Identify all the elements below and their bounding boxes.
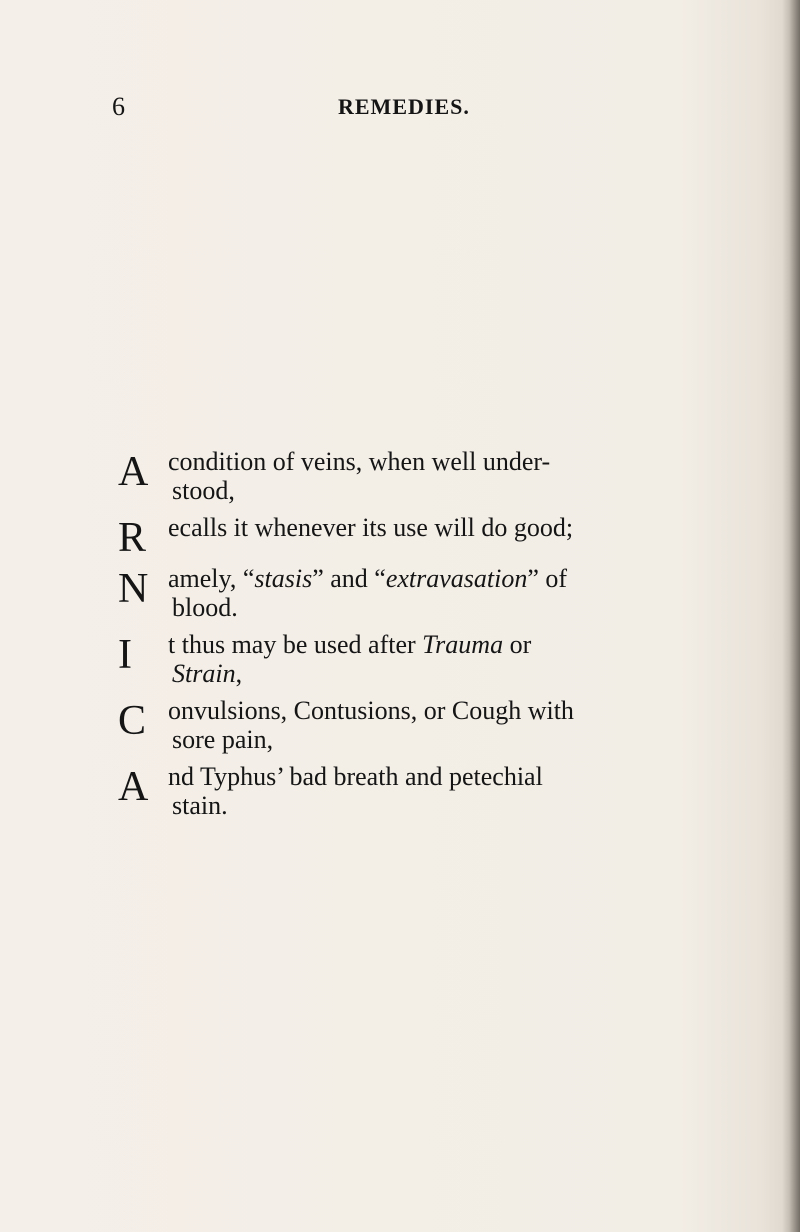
verse-emphasis: extravasation [385,564,528,593]
verse-line-3 [118,564,678,622]
verse-text: nd Typhus’ bad breath and petechial [168,762,543,791]
verse-emphasis: Trauma [422,630,504,659]
verse-text-part: ” of [527,564,568,593]
verse-text [168,630,678,659]
verse-line-2 [118,513,678,561]
verse-text [168,564,678,593]
verse-text-part: amely, “ [168,564,255,593]
verse-text-part: t thus may be used after [168,630,423,659]
drop-initial: C [118,698,147,744]
verse-continuation: sore pain, [172,725,274,754]
drop-initial: R [118,515,147,561]
verse-emphasis: stasis [254,564,313,593]
verse-line-4 [118,630,678,688]
verse-text: onvulsions, Contusions, or Cough with [168,696,574,725]
verse-continuation: stain. [172,791,228,820]
poem-body [118,447,678,828]
page-header [112,92,632,126]
verse-line-1 [118,447,678,505]
verse-text: condition of veins, when well under- [168,447,551,476]
drop-initial: I [118,632,132,678]
verse-continuation [172,659,678,688]
verse-continuation: blood. [172,593,238,622]
verse-continuation: stood, [172,476,235,505]
verse-text-part: ” and “ [312,564,386,593]
verse-text-part: , [235,659,243,688]
verse-line-6 [118,762,678,820]
drop-initial: A [118,449,149,495]
running-head: REMEDIES. [338,94,470,119]
verse-emphasis: Strain [172,659,236,688]
page-edge-shadow [782,0,800,1232]
verse-text: ecalls it whenever its use will do good; [168,513,574,542]
page-number: 6 [112,92,125,121]
drop-initial: N [118,566,149,612]
verse-line-5 [118,696,678,754]
drop-initial: A [118,764,149,810]
verse-text-part: or [503,630,532,659]
